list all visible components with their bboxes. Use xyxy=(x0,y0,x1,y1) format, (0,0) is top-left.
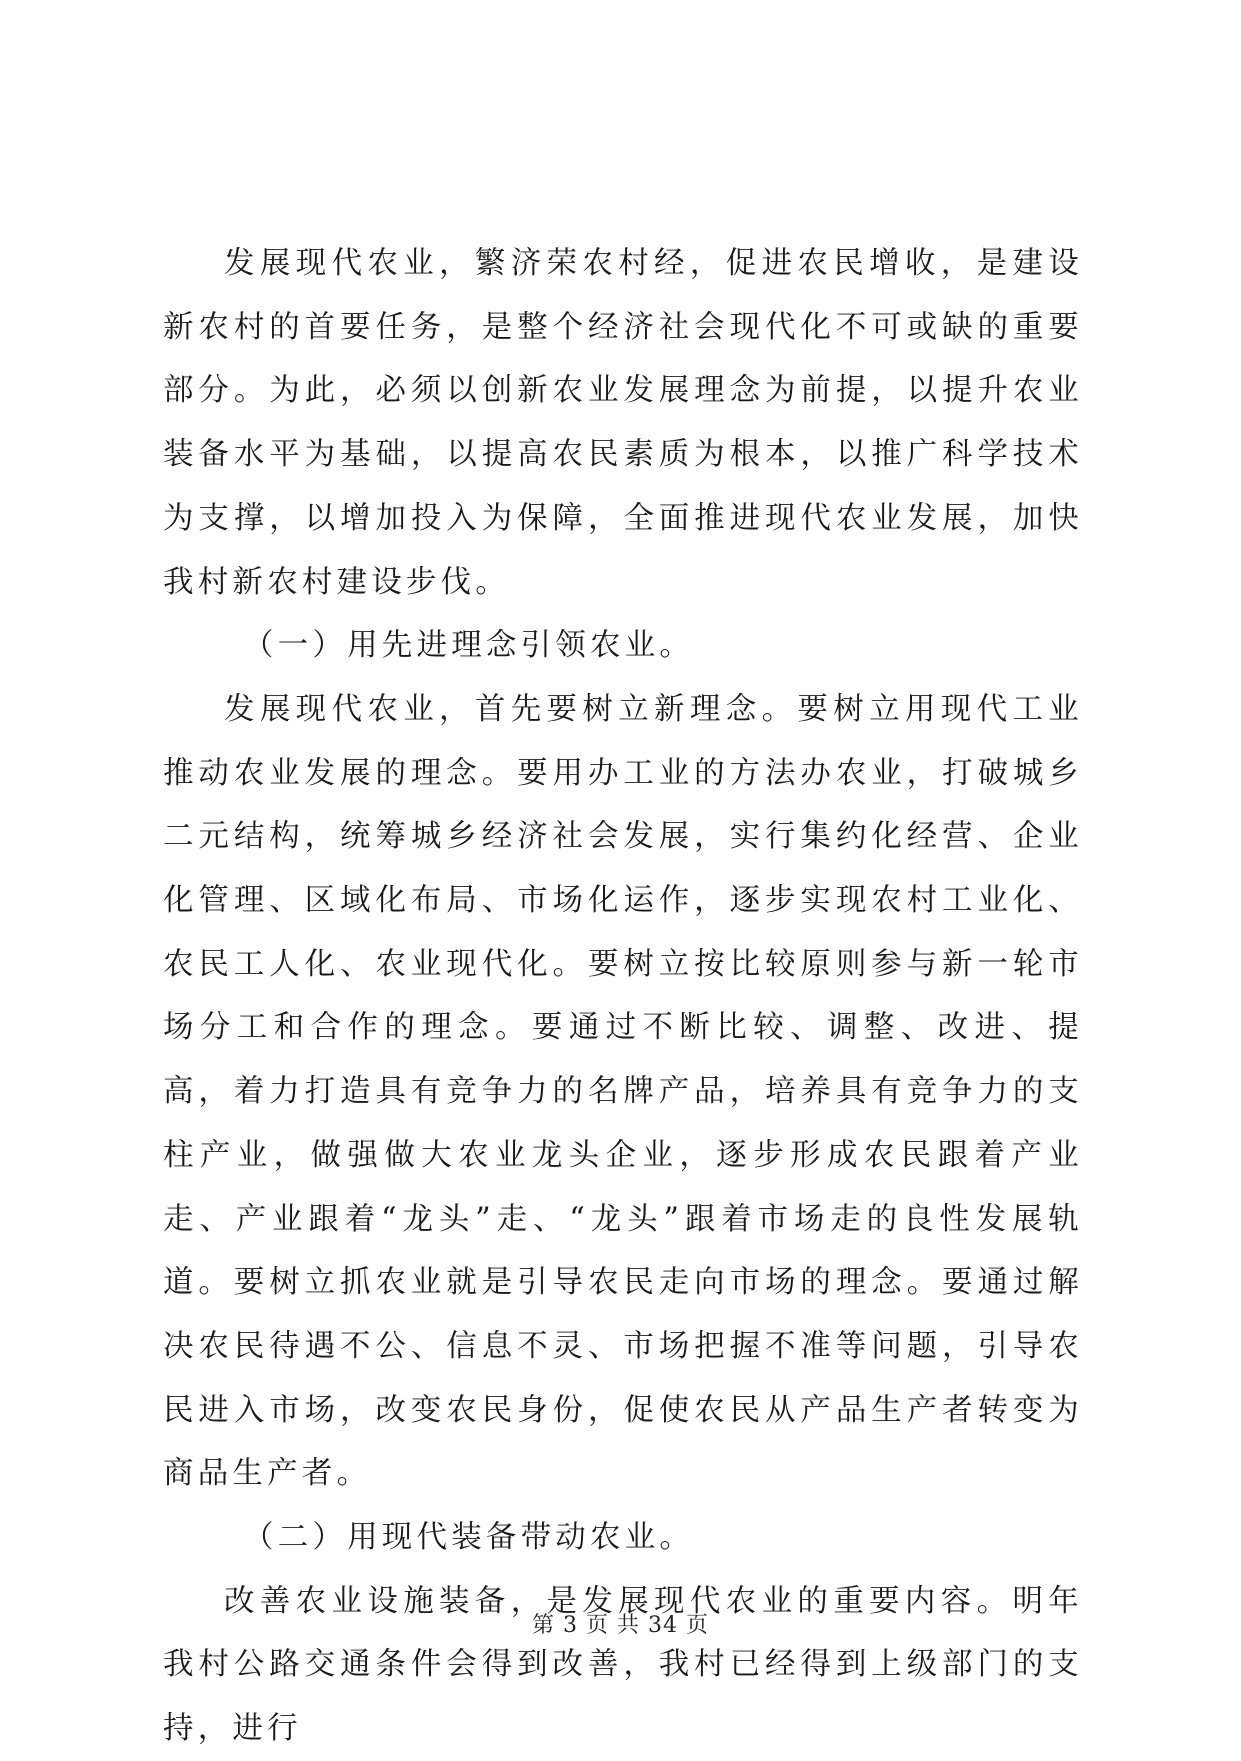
page-footer: 第 3 页 共 34 页 xyxy=(532,1613,709,1638)
paragraph: 改善农业设施装备，是发展现代农业的重要内容。明年我村公路交通条件会得到改善，我村已经得到上级部门的支持，进行 xyxy=(163,1583,1083,1747)
section-heading: （一）用先进理念引领农业。 xyxy=(243,628,695,664)
paragraph: 发展现代农业，首先要树立新理念。要树立用现代工业推动农业发展的理念。要用办工业的方法办农业，打破城乡二元结构，统筹城乡经济社会发展，实行集约化经营、企业化管理、区域化布局、市场化运作，逐步实现农村工业化、农民工人化、农业现代化。要树立按比较原则参与新一轮市场分工和合作的理念。要通过不断比较、调整、改进、提高，着力打造具有竞争力的名牌产品，培养具有竞争力的支柱产业，做强做大农业龙头企业，逐步形成农民跟着产业走、产业跟着“龙头”走、“龙头”跟着市场走的良性发展轨道。要树立抓农业就是引导农民走向市场的理念。要通过解决农民待遇不公、信息不灵、市场把握不准等问题，引导农民进入市场，改变农民身份，促使农民从产品生产者转变为商品生产者。 xyxy=(163,691,1083,1492)
section-heading: （二）用现代装备带动农业。 xyxy=(243,1520,695,1556)
paragraph: 发展现代农业，繁济荣农村经，促进农民增收，是建设新农村的首要任务，是整个经济社会现代化不可或缺的重要部分。为此，必须以创新农业发展理念为前提，以提升农业装备水平为基础，以提高农民素质为根本，以推广科学技术为支撑，以增加投入为保障，全面推进现代农业发展，加快我村新农村建设步伐。 xyxy=(163,246,1083,600)
document-body xyxy=(163,232,1083,1761)
